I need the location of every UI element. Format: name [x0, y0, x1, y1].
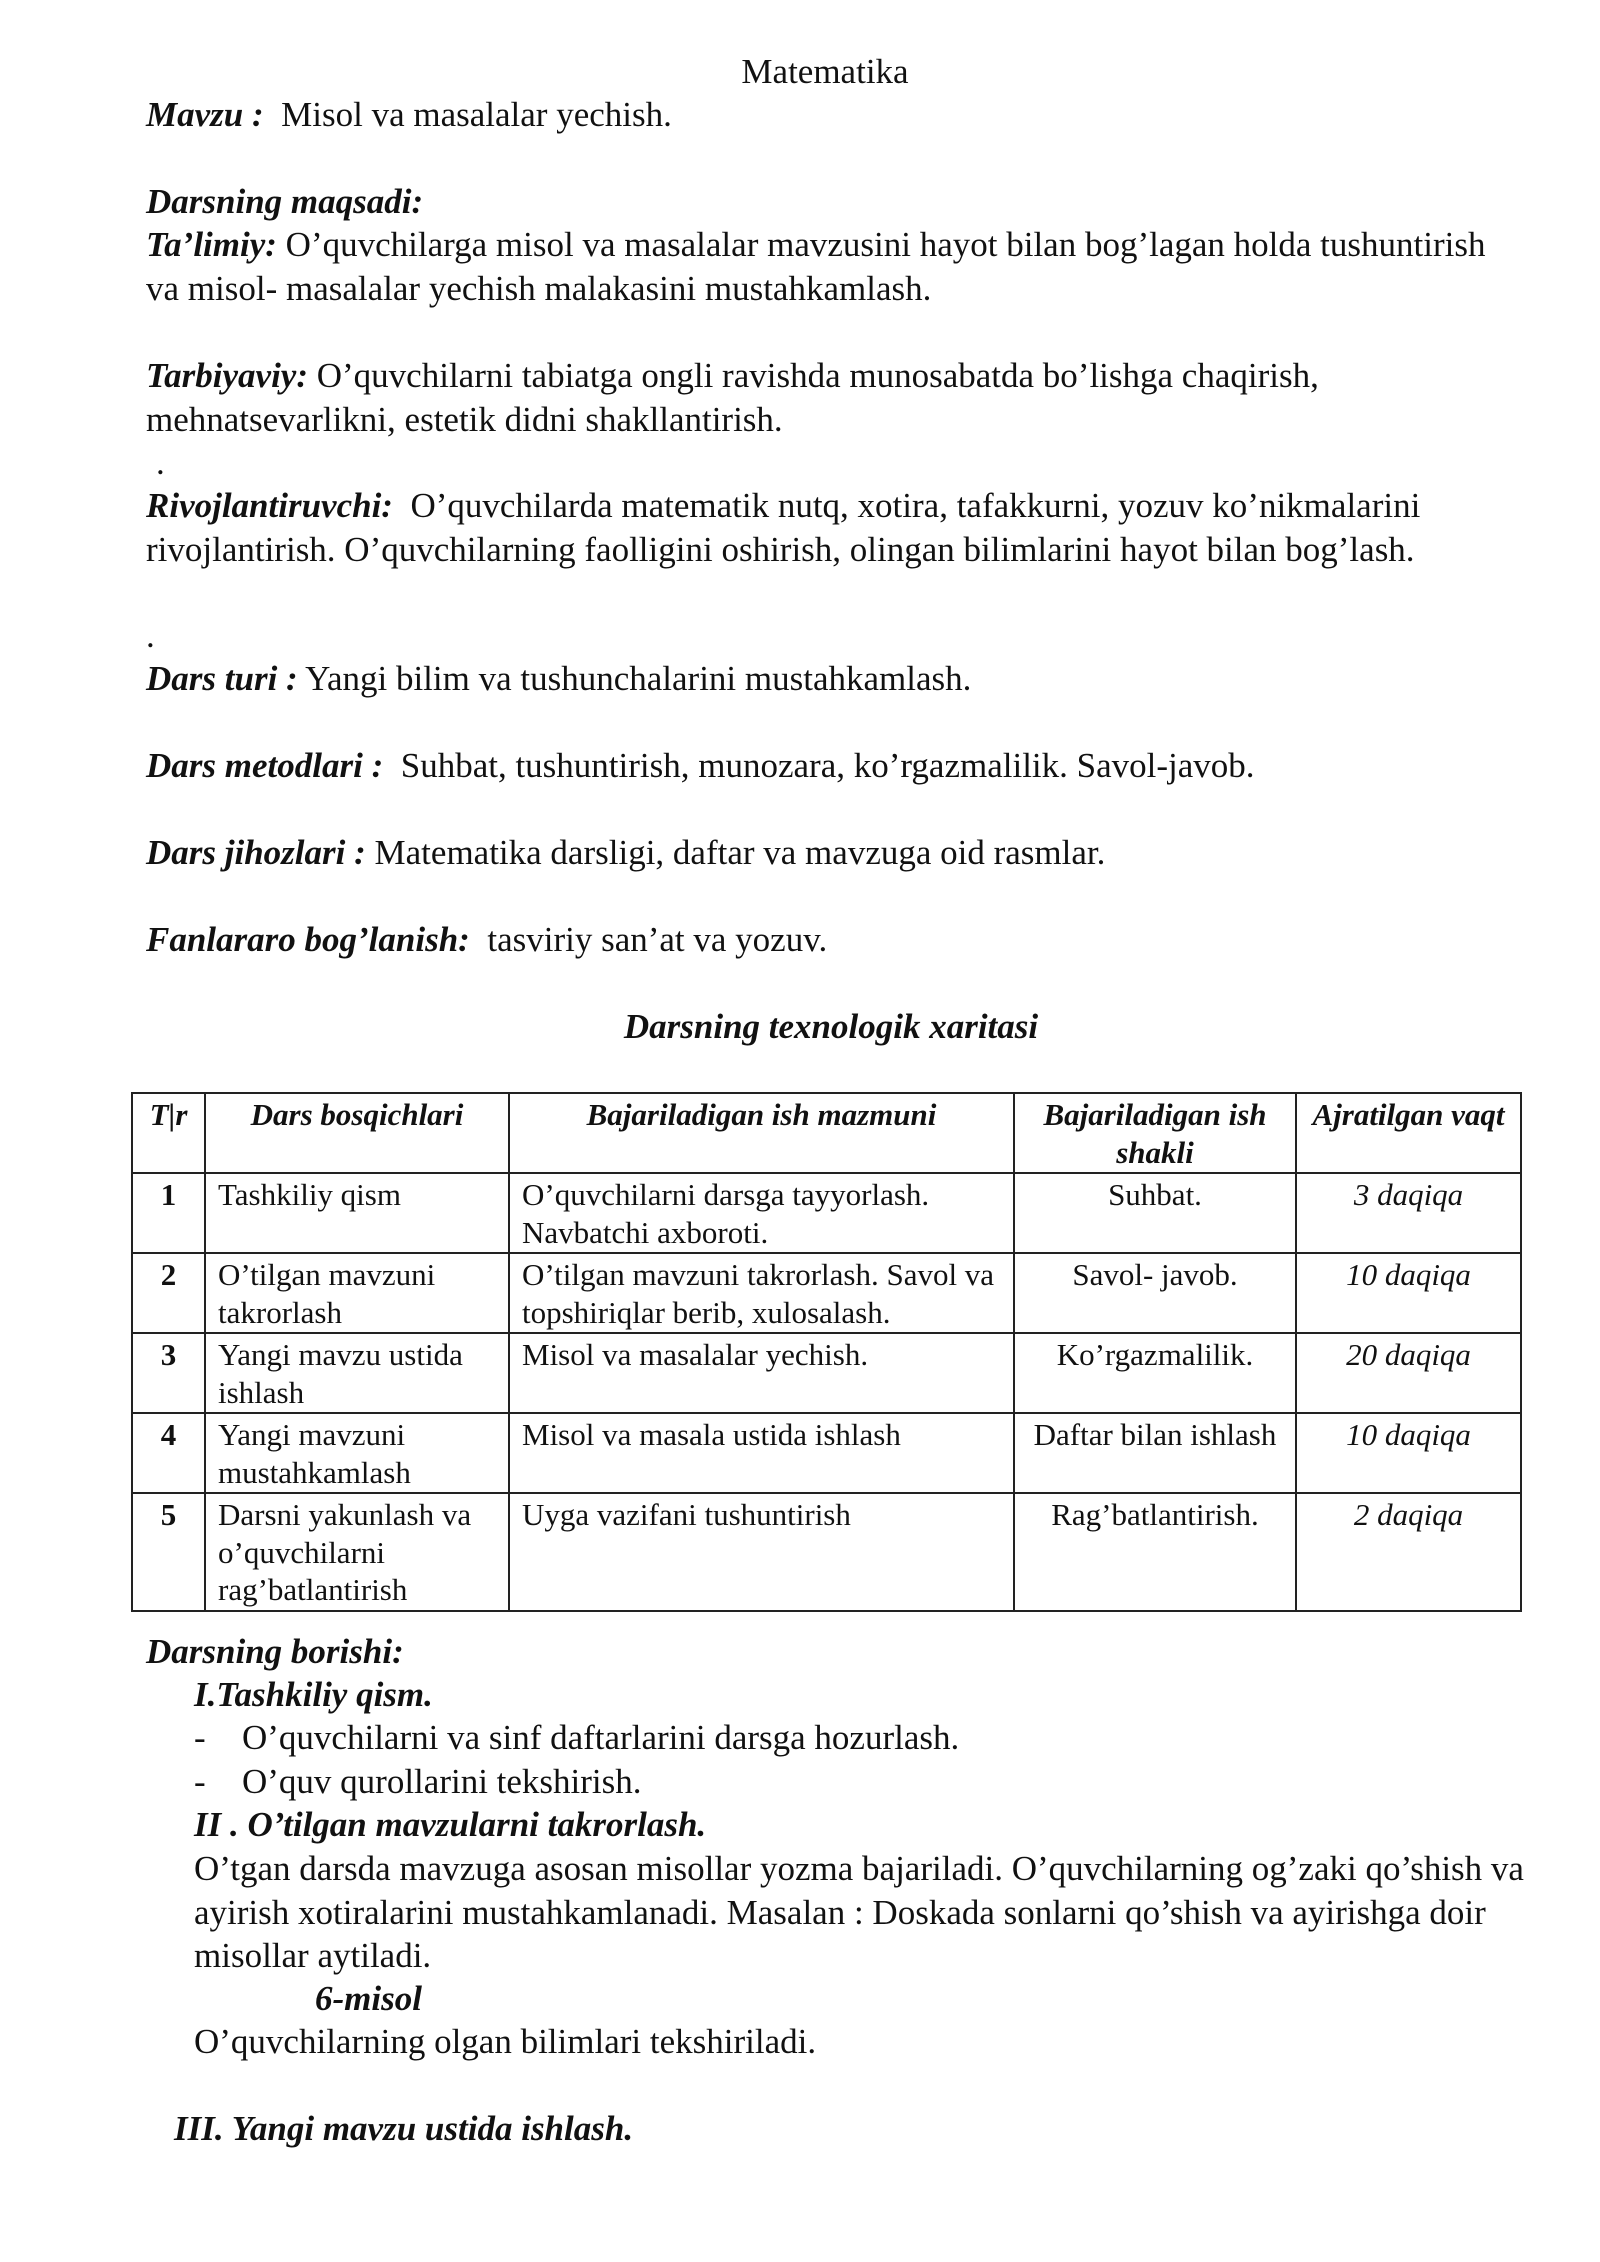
list-item-text: O’quvchilarni va sinf daftarlarini darsga hozurlash.	[242, 1718, 960, 1757]
row-time: 10 daqiqa	[1296, 1413, 1521, 1493]
row-stage: Yangi mavzuni mustahkamlash	[205, 1413, 509, 1493]
mavzu-line	[146, 93, 1516, 137]
row-content: O’quvchilarni darsga tayyorlash. Navbatchi axboroti.	[509, 1173, 1014, 1253]
subject-title: Matematika	[741, 52, 909, 91]
row-content: Uyga vazifani tushuntirish	[509, 1493, 1014, 1611]
list-dash: -	[194, 1718, 206, 1757]
row-stage: Tashkiliy qism	[205, 1173, 509, 1253]
jihozlar-text: Matematika darsligi, daftar va mavzuga oid rasmlar.	[374, 833, 1106, 872]
fanlararo-label: Fanlararo bog’lanish:	[146, 920, 470, 959]
row-form: Daftar bilan ishlash	[1014, 1413, 1296, 1493]
table-title: Darsning texnologik xaritasi	[623, 1007, 1039, 1046]
section-2-heading: II . O’tilgan mavzularni takrorlash.	[194, 1805, 707, 1844]
jihozlar-line	[146, 831, 1516, 875]
section-1-heading: I.Tashkiliy qism.	[194, 1675, 433, 1714]
header-cell: T|r	[132, 1093, 205, 1173]
fanlararo-line	[146, 918, 1516, 962]
list-item-text: O’quv qurollarini tekshirish.	[242, 1762, 642, 1801]
row-stage: Darsni yakunlash va o’quvchilarni rag’batlantirish	[205, 1493, 509, 1611]
mavzu-text: Misol va masalalar yechish.	[281, 95, 672, 134]
row-number: 5	[132, 1493, 205, 1611]
rivoj-paragraph	[146, 484, 1516, 571]
table-row	[132, 1253, 1521, 1333]
talimiy-paragraph	[146, 223, 1516, 310]
separator-dot-2: .	[146, 616, 155, 655]
fanlararo-text: tasviriy san’at va yozuv.	[487, 920, 828, 959]
borishi-heading: Darsning borishi:	[146, 1632, 404, 1671]
talimiy-text: O’quvchilarga misol va masalalar mavzusini hayot bilan bog’lagan holda tushuntirish va misol- masalalar yechish malakasini mustahkamlash.	[146, 225, 1486, 308]
metodlar-line	[146, 744, 1516, 788]
rivoj-text: O’quvchilarda matematik nutq, xotira, tafakkurni, yozuv ko’nikmalarini rivojlantirish. O’quvchilarning faolligini oshirish, olingan bilimlarini hayot bilan bog’lash.	[146, 486, 1421, 569]
table-header-row	[132, 1093, 1521, 1173]
rivoj-label: Rivojlantiruvchi:	[146, 486, 393, 525]
row-form: Savol- javob.	[1014, 1253, 1296, 1333]
header-cell: Ajratilgan vaqt	[1296, 1093, 1521, 1173]
row-form: Suhbat.	[1014, 1173, 1296, 1253]
mavzu-label: Mavzu :	[146, 95, 264, 134]
row-number: 3	[132, 1333, 205, 1413]
table-row	[132, 1333, 1521, 1413]
tech-map-table	[131, 1092, 1522, 1612]
table-row	[132, 1173, 1521, 1253]
list-item	[194, 1760, 1524, 1804]
metodlar-text: Suhbat, tushuntirish, munozara, ko’rgazmalilik. Savol-javob.	[400, 746, 1255, 785]
row-content: Misol va masalalar yechish.	[509, 1333, 1014, 1413]
tarbiyaviy-paragraph	[146, 354, 1516, 441]
misol-text: O’quvchilarning olgan bilimlari tekshiriladi.	[194, 2022, 817, 2061]
header-cell: Dars bosqichlari	[205, 1093, 509, 1173]
row-stage: Yangi mavzu ustida ishlash	[205, 1333, 509, 1413]
header-cell: Bajariladigan ish mazmuni	[509, 1093, 1014, 1173]
table-row	[132, 1493, 1521, 1611]
section-3-heading: III. Yangi mavzu ustida ishlash.	[174, 2109, 634, 2148]
row-number: 2	[132, 1253, 205, 1333]
row-content: Misol va masala ustida ishlash	[509, 1413, 1014, 1493]
row-number: 4	[132, 1413, 205, 1493]
tarbiyaviy-label: Tarbiyaviy:	[146, 356, 308, 395]
row-form: Rag’batlantirish.	[1014, 1493, 1296, 1611]
metodlar-label: Dars metodlari :	[146, 746, 384, 785]
table-row	[132, 1413, 1521, 1493]
row-time: 20 daqiqa	[1296, 1333, 1521, 1413]
row-number: 1	[132, 1173, 205, 1253]
separator-dot-1: .	[156, 443, 165, 482]
list-item	[194, 1716, 1524, 1760]
row-time: 2 daqiqa	[1296, 1493, 1521, 1611]
row-content: O’tilgan mavzuni takrorlash. Savol va topshiriqlar berib, xulosalash.	[509, 1253, 1014, 1333]
dars-turi-line	[146, 657, 1516, 701]
section-2-text: O’tgan darsda mavzuga asosan misollar yozma bajariladi. O’quvchilarning og’zaki qo’shish va ayirish xotiralarini mustahkamlanadi. Masalan : Doskada sonlarni qo’shish va ayirishga doir misollar aytiladi.	[194, 1849, 1524, 1975]
dars-turi-label: Dars turi :	[146, 659, 298, 698]
header-cell: Bajariladigan ish shakli	[1014, 1093, 1296, 1173]
misol-heading: 6-misol	[315, 1979, 422, 2018]
talimiy-label: Ta’limiy:	[146, 225, 277, 264]
jihozlar-label: Dars jihozlari :	[146, 833, 366, 872]
dars-turi-text: Yangi bilim va tushunchalarini mustahkamlash.	[305, 659, 972, 698]
list-dash: -	[194, 1762, 206, 1801]
maqsad-heading: Darsning maqsadi:	[146, 182, 424, 221]
row-time: 10 daqiqa	[1296, 1253, 1521, 1333]
row-form: Ko’rgazmalilik.	[1014, 1333, 1296, 1413]
row-time: 3 daqiqa	[1296, 1173, 1521, 1253]
row-stage: O’tilgan mavzuni takrorlash	[205, 1253, 509, 1333]
tarbiyaviy-text: O’quvchilarni tabiatga ongli ravishda munosabatda bo’lishga chaqirish, mehnatsevarlikni, estetik didni shakllantirish.	[146, 356, 1319, 439]
